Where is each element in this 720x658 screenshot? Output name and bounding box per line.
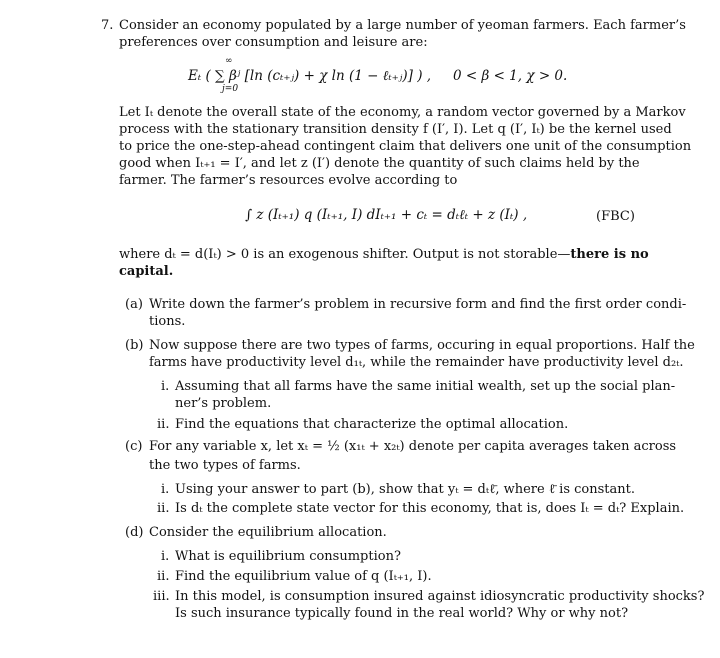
part-d-iii-label: iii. [153,589,170,604]
part-d-iii-line-2: Is such insurance typically found in the real world? Why or why not? [175,606,629,621]
part-d-iii-line-1: In this model, is consumption insured against idiosyncratic productivity shocks? [175,589,705,604]
part-d-i-line-1: What is equilibrium consumption? [175,549,401,564]
part-c-i-label: i. [161,482,170,497]
part-d-ii-line-1: Find the equilibrium value of q (Iₜ₊₁, I). [175,569,432,584]
para1-line-1: Let Iₜ denote the overall state of the economy, a random vector governed by a Markov [119,105,686,120]
part-a-line-2: tions. [149,314,186,329]
part-c-line-2: the two types of farms. [149,458,301,473]
part-d-i-label: i. [161,549,170,564]
part-b-ii-label: ii. [157,417,170,432]
part-c-line-1: For any variable x, let xₜ = ½ (x₁ₜ + x₂ₜ) denote per capita averages taken across [149,439,677,454]
part-c-ii-line-1: Is dₜ the complete state vector for this economy, that is, does Iₜ = dₜ? Explain. [175,501,685,516]
problem-number: 7. [101,18,114,33]
para2-text: where dₜ = d(Iₜ) > 0 is an exogenous shifter. Output is not storable— [119,247,571,262]
para2-line-2: capital. [119,264,174,279]
sum-superscript: ∞ [225,56,233,66]
part-b-i-label: i. [161,379,170,394]
para1-line-5: farmer. The farmer’s resources evolve according to [119,173,458,188]
part-c-ii-label: ii. [157,501,170,516]
part-b-i-line-2: ner’s problem. [175,396,272,411]
part-c-i-line-1: Using your answer to part (b), show that yₜ = dₜℓ̄, where ℓ̄ is constant. [175,482,635,497]
sum-subscript: j=0 [222,84,239,94]
part-a-line-1: Write down the farmer’s problem in recursive form and find the first order condi- [149,297,687,312]
part-b-i-line-1: Assuming that all farms have the same initial wealth, set up the social plan- [175,379,676,394]
part-d-label: (d) [125,525,144,540]
para1-line-2: process with the stationary transition density f (I′, I). Let q (I′, Iₜ) be the kernel used [119,122,672,137]
part-b-line-1: Now suppose there are two types of farms, occuring in equal proportions. Half the [149,338,695,353]
parameter-restrictions: 0 < β < 1, χ > 0. [453,68,568,84]
part-b-line-2: farms have productivity level d₁ₜ, while the remainder have productivity level d₂ₜ. [149,355,684,370]
equation-label-fbc: (FBC) [596,209,635,224]
para1-line-4: good when Iₜ₊₁ = I′, and let z (I′) denote the quantity of such claims held by the [119,156,640,171]
preference-equation: Eₜ ( ∑ βʲ [ln (cₜ₊ⱼ) + χ ln (1 − ℓₜ₊ⱼ)] ) , [188,68,432,84]
part-b-label: (b) [125,338,144,353]
part-b-ii-line-1: Find the equations that characterize the optimal allocation. [175,417,569,432]
part-d-ii-label: ii. [157,569,170,584]
intro-line-1: Consider an economy populated by a large number of yeoman farmers. Each farmer’s [119,18,686,33]
para2-line-1 [119,246,649,263]
part-a-label: (a) [125,297,143,312]
part-c-label: (c) [125,439,143,454]
intro-line-2: preferences over consumption and leisure are: [119,35,428,50]
budget-constraint-equation: ∫ z (Iₜ₊₁) q (Iₜ₊₁, I) dIₜ₊₁ + cₜ = dₜℓₜ + z (Iₜ) , [245,207,528,223]
part-d-line-1: Consider the equilibrium allocation. [149,525,387,540]
para2-bold-text: there is no [570,247,649,262]
para1-line-3: to price the one-step-ahead contingent claim that delivers one unit of the consumption [119,139,692,154]
